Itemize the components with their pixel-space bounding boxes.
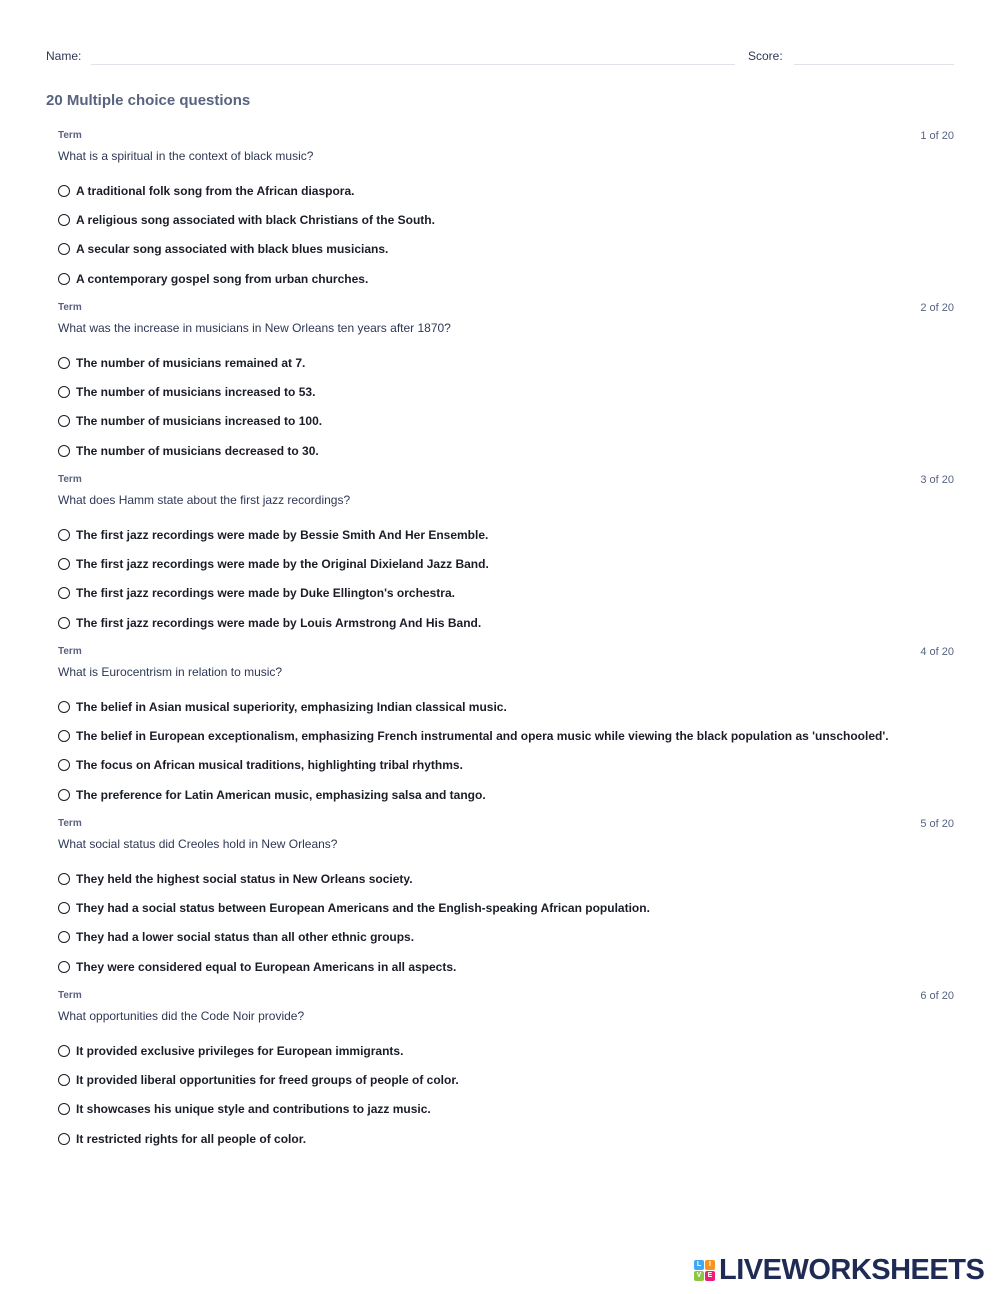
radio-button[interactable]	[58, 701, 70, 713]
brand-logo-tile: L	[694, 1260, 704, 1270]
answer-option-text: The preference for Latin American music, emphasizing salsa and tango.	[76, 787, 486, 802]
radio-button[interactable]	[58, 617, 70, 629]
answer-option-3-1[interactable]	[58, 520, 489, 549]
answer-option-text: The number of musicians increased to 100.	[76, 414, 323, 429]
answer-option-text: They had a lower social status than all other ethnic groups.	[76, 930, 415, 945]
question-4	[58, 644, 954, 816]
answer-option-2-2[interactable]	[58, 377, 322, 406]
radio-button[interactable]	[58, 1103, 70, 1115]
answer-option-5-4[interactable]	[58, 952, 650, 981]
answer-option-text: The first jazz recordings were made by Duke Ellington's orchestra.	[76, 586, 455, 601]
answer-option-3-2[interactable]	[58, 549, 489, 578]
question-3	[58, 472, 954, 644]
radio-button[interactable]	[58, 357, 70, 369]
answer-option-text: The number of musicians increased to 53.	[76, 385, 316, 400]
header-row	[46, 49, 954, 67]
answer-option-text: A religious song associated with black Christians of the South.	[76, 213, 435, 228]
answer-option-5-2[interactable]	[58, 893, 650, 922]
question-prompt: What opportunities did the Code Noir provide?	[58, 1009, 305, 1023]
term-label: Term	[58, 130, 82, 141]
answer-option-text: The number of musicians decreased to 30.	[76, 443, 319, 458]
answer-option-5-1[interactable]	[58, 864, 650, 893]
section-title: 20 Multiple choice questions	[46, 92, 251, 109]
answer-option-4-2[interactable]	[58, 721, 889, 750]
term-label: Term	[58, 990, 82, 1001]
answer-option-text: They held the highest social status in New Orleans society.	[76, 871, 413, 886]
question-prompt: What does Hamm state about the first jazz recordings?	[58, 493, 351, 507]
radio-button[interactable]	[58, 873, 70, 885]
answer-option-3-4[interactable]	[58, 608, 489, 637]
radio-button[interactable]	[58, 1045, 70, 1057]
radio-button[interactable]	[58, 759, 70, 771]
radio-button[interactable]	[58, 415, 70, 427]
answer-option-1-3[interactable]	[58, 235, 435, 264]
answer-option-3-3[interactable]	[58, 579, 489, 608]
answer-option-2-4[interactable]	[58, 436, 322, 465]
name-label: Name:	[46, 49, 82, 63]
answer-option-6-4[interactable]	[58, 1124, 459, 1153]
answer-option-text: They had a social status between European Americans and the English-speaking African population.	[76, 901, 650, 916]
brand-logo-tile: V	[694, 1271, 704, 1281]
answer-option-6-3[interactable]	[58, 1095, 459, 1124]
answer-option-6-1[interactable]	[58, 1036, 459, 1065]
term-label: Term	[58, 302, 82, 313]
answer-option-text: A contemporary gospel song from urban churches.	[76, 271, 369, 286]
question-2	[58, 300, 954, 472]
question-counter: 4 of 20	[920, 646, 954, 658]
answer-option-4-4[interactable]	[58, 780, 889, 809]
brand-logo-icon	[694, 1260, 715, 1281]
answer-options	[58, 348, 322, 466]
score-field[interactable]	[794, 64, 954, 65]
radio-button[interactable]	[58, 587, 70, 599]
question-prompt: What was the increase in musicians in New Orleans ten years after 1870?	[58, 321, 451, 335]
answer-options	[58, 864, 650, 982]
answer-options	[58, 176, 435, 294]
question-1	[58, 128, 954, 300]
answer-option-text: The belief in European exceptionalism, emphasizing French instrumental and opera music while viewing the black population as 'unschooled'.	[76, 729, 889, 744]
question-5	[58, 816, 954, 988]
answer-option-1-2[interactable]	[58, 205, 435, 234]
answer-option-text: The number of musicians remained at 7.	[76, 355, 306, 370]
radio-button[interactable]	[58, 243, 70, 255]
radio-button[interactable]	[58, 931, 70, 943]
term-label: Term	[58, 646, 82, 657]
question-counter: 2 of 20	[920, 302, 954, 314]
radio-button[interactable]	[58, 185, 70, 197]
answer-option-text: The first jazz recordings were made by Louis Armstrong And His Band.	[76, 615, 482, 630]
radio-button[interactable]	[58, 273, 70, 285]
liveworksheets-logo	[694, 1253, 985, 1286]
answer-option-text: It showcases his unique style and contributions to jazz music.	[76, 1102, 431, 1117]
radio-button[interactable]	[58, 789, 70, 801]
answer-option-text: It restricted rights for all people of color.	[76, 1131, 307, 1146]
radio-button[interactable]	[58, 730, 70, 742]
answer-options	[58, 520, 489, 638]
question-prompt: What is a spiritual in the context of black music?	[58, 149, 314, 163]
answer-option-text: The first jazz recordings were made by the Original Dixieland Jazz Band.	[76, 557, 489, 572]
question-prompt: What social status did Creoles hold in New Orleans?	[58, 837, 338, 851]
answer-option-1-4[interactable]	[58, 264, 435, 293]
answer-option-4-1[interactable]	[58, 692, 889, 721]
answer-option-text: It provided exclusive privileges for European immigrants.	[76, 1043, 404, 1058]
answer-option-text: A traditional folk song from the African diaspora.	[76, 183, 355, 198]
answer-option-5-3[interactable]	[58, 923, 650, 952]
answer-option-text: A secular song associated with black blues musicians.	[76, 242, 389, 257]
answer-option-text: They were considered equal to European Americans in all aspects.	[76, 959, 457, 974]
answer-option-text: The first jazz recordings were made by Bessie Smith And Her Ensemble.	[76, 527, 489, 542]
name-field[interactable]	[91, 64, 735, 65]
question-counter: 3 of 20	[920, 474, 954, 486]
radio-button[interactable]	[58, 902, 70, 914]
brand-name: LIVEWORKSHEETS	[719, 1253, 985, 1286]
radio-button[interactable]	[58, 558, 70, 570]
answer-options	[58, 692, 889, 810]
answer-option-6-2[interactable]	[58, 1065, 459, 1094]
answer-option-text: The belief in Asian musical superiority, emphasizing Indian classical music.	[76, 699, 507, 714]
brand-logo-tile: I	[705, 1260, 715, 1270]
question-6	[58, 988, 954, 1160]
answer-option-2-3[interactable]	[58, 407, 322, 436]
term-label: Term	[58, 818, 82, 829]
answer-option-text: The focus on African musical traditions, highlighting tribal rhythms.	[76, 758, 463, 773]
radio-button[interactable]	[58, 1074, 70, 1086]
question-prompt: What is Eurocentrism in relation to music?	[58, 665, 283, 679]
questions-list	[58, 128, 954, 1160]
answer-options	[58, 1036, 459, 1154]
radio-button[interactable]	[58, 386, 70, 398]
radio-button[interactable]	[58, 445, 70, 457]
score-label: Score:	[748, 49, 783, 63]
answer-option-text: It provided liberal opportunities for freed groups of people of color.	[76, 1073, 459, 1088]
term-label: Term	[58, 474, 82, 485]
answer-option-4-3[interactable]	[58, 751, 889, 780]
question-counter: 1 of 20	[920, 130, 954, 142]
answer-option-2-1[interactable]	[58, 348, 322, 377]
radio-button[interactable]	[58, 961, 70, 973]
radio-button[interactable]	[58, 529, 70, 541]
question-counter: 5 of 20	[920, 818, 954, 830]
answer-option-1-1[interactable]	[58, 176, 435, 205]
brand-logo-tile: E	[705, 1271, 715, 1281]
question-counter: 6 of 20	[920, 990, 954, 1002]
radio-button[interactable]	[58, 214, 70, 226]
radio-button[interactable]	[58, 1133, 70, 1145]
